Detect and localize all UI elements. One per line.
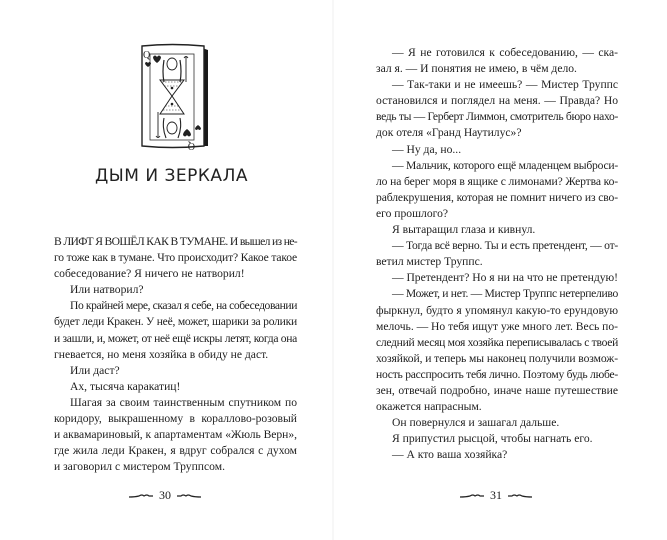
text-line: и зашли, и, может, от неё ещё искры летят, когда она — [54, 331, 297, 345]
text-line: — Ну да, но... — [392, 142, 462, 156]
text-line: фыркнул, будто я упомянул какую-то ерундовую — [376, 303, 618, 317]
text-line: Я вытаращил глаза и кивнул. — [392, 223, 536, 237]
text-line: Он повернулся и зашагал дальше. — [392, 416, 560, 430]
text-line: — А кто ваша хозяйка? — [392, 448, 508, 462]
text-line: окажется напрасным. — [376, 400, 482, 414]
text-line: хозяйкой, и теперь мы наконец получили возмож- — [376, 351, 618, 365]
text-line: — Претендент? Но я ни на что не претендую! — [392, 271, 618, 285]
text-line: По крайней мере, сказал я себе, на собеседовании — [70, 299, 297, 313]
text-line: ность расспросить тебя лично. Поэтому будь любе- — [376, 367, 618, 381]
text-line: собеседование? Я ничего не натворил! — [54, 267, 245, 281]
text-line: — Так-таки и не имеешь? — Мистер Труппс — [392, 78, 618, 92]
text-line: Шагая за своим таинственным спутником по — [70, 395, 297, 409]
text-line: ло на берег моря в ящике с лимонами? Жертва ко- — [376, 174, 618, 188]
page-number-footer — [115, 488, 215, 503]
text-line: раблекрушения, которая не помнит ничего из сво- — [376, 190, 618, 204]
right-page-body-text — [376, 45, 618, 463]
page-number: 30 — [159, 488, 171, 502]
ornament-left-icon — [460, 493, 484, 499]
page-number-footer — [446, 488, 546, 503]
left-page-body-text — [54, 234, 297, 475]
text-line: ведь ты — Герберт Лиммон, смотритель бюро нахо- — [376, 110, 618, 124]
text-line: Или даст? — [70, 363, 120, 377]
chapter-title: ДЫМ И ЗЕРКАЛА — [95, 166, 248, 186]
text-line: гневается, но меня хозяйка в обиду не даст. — [54, 347, 269, 361]
text-line: док отеля «Гранд Наутилус»? — [376, 126, 522, 140]
text-line: зен, отвечай подробно, иначе наше путешествие — [376, 383, 618, 397]
text-line: мелочь. — Но тебя ищут уже много лет. Весь по- — [376, 319, 618, 333]
text-line: В ЛИФТ Я ВОШЁЛ КАК В ТУМАНЕ. И вышел из не- — [54, 235, 297, 248]
left-page — [0, 0, 333, 540]
page-number: 31 — [490, 488, 502, 502]
text-line: го тоже как в тумане. Что происходит? Какое такое — [54, 251, 297, 265]
text-line: — Я не готовился к собеседованию, — ска- — [392, 46, 618, 59]
text-line: — Может, и нет. — Мистер Труппс нетерпеливо — [392, 287, 618, 301]
text-line: — Тогда всё верно. Ты и есть претендент, — от- — [392, 239, 619, 253]
ornament-right-icon — [177, 493, 201, 499]
text-line: ветил мистер Труппс. — [376, 255, 483, 269]
text-line: коридору, выкрашенному в кораллово-розовый — [54, 412, 297, 426]
text-line: Ах, тысяча каракатиц! — [70, 379, 181, 393]
text-line: следний месяц моя хозяйка переписывалась с твоей — [376, 335, 618, 349]
text-line: будет леди Кракен. У неё, может, шарики за ролики — [54, 315, 297, 329]
text-line: и заговорил с мистером Труппсом. — [54, 460, 225, 474]
text-line: и аквамариновый, к апартаментам «Жюль Верн», — [54, 428, 297, 442]
ornament-right-icon — [508, 493, 532, 499]
ornament-left-icon — [129, 493, 153, 499]
text-line: — Мальчик, которого ещё младенцем выброси- — [392, 158, 618, 172]
text-line: где жила леди Кракен, я вдруг собрался с духом — [54, 444, 297, 458]
card-rank-bottom: Q — [187, 140, 195, 151]
queen-of-hearts-card-illustration — [138, 42, 210, 152]
right-page — [334, 0, 667, 540]
text-line: Или натворил? — [70, 283, 144, 297]
text-line: Я припустил рысцой, чтобы нагнать его. — [392, 432, 593, 446]
text-line: остановился и поглядел на меня. — Правда? Но — [376, 94, 618, 108]
text-line: зал я. — И понятия не имею, в чём дело. — [376, 62, 577, 76]
card-rank-top: Q — [143, 50, 151, 61]
text-line: его прошлого? — [376, 206, 449, 220]
